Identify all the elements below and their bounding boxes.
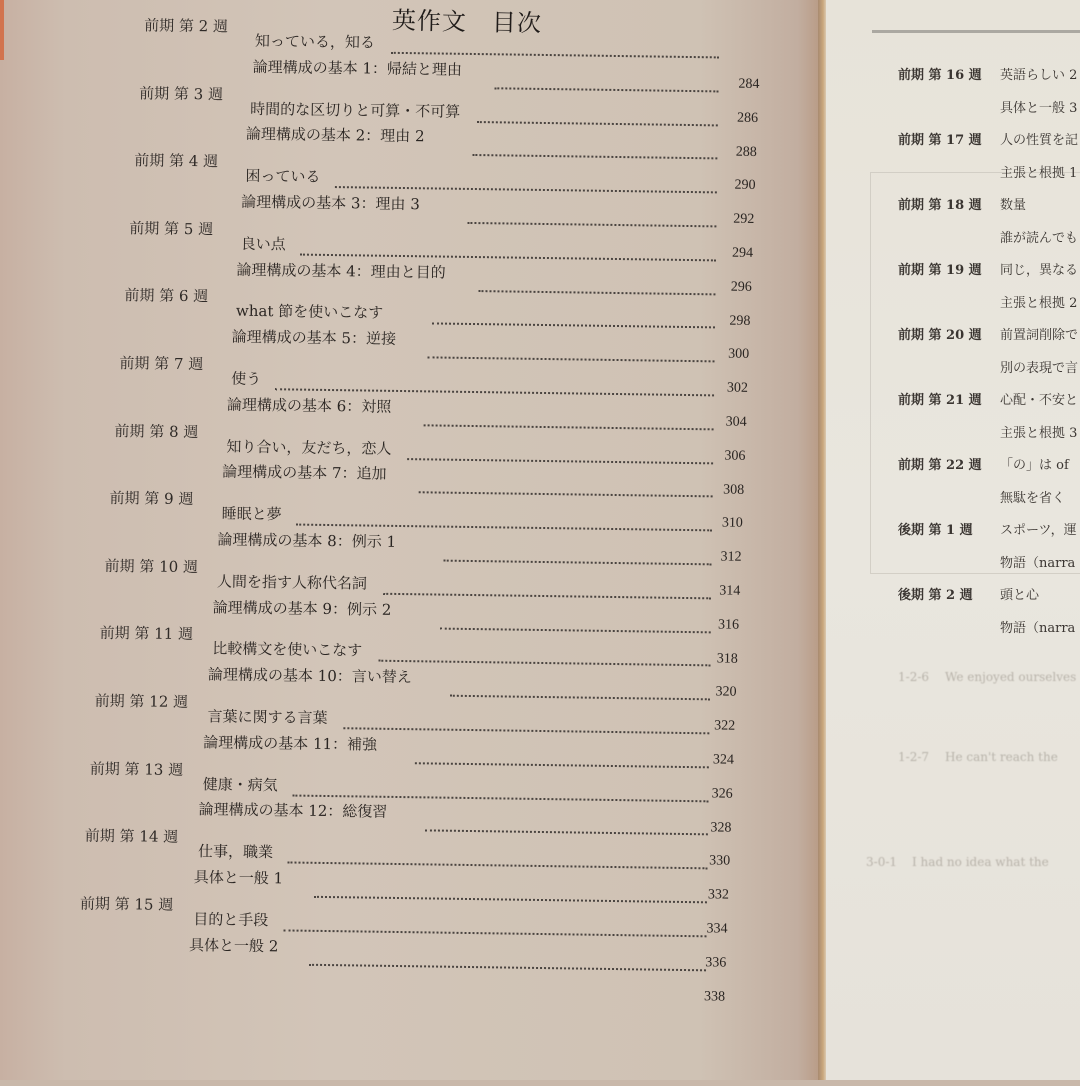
dot-leader: [383, 593, 711, 600]
toc-entry[interactable]: 比較構文を使いこなす: [212, 639, 363, 660]
week-label: 前期 第 16 週: [898, 68, 982, 83]
week-label: 前期 第 7 週: [119, 354, 204, 374]
dot-leader: [468, 222, 717, 227]
dot-leader: [494, 87, 718, 92]
dot-leader: [309, 963, 706, 971]
toc-entry[interactable]: 誰が読んでも: [1000, 230, 1079, 246]
page-number: 318: [716, 651, 738, 667]
page-number: 328: [710, 819, 732, 836]
dot-leader: [478, 290, 715, 295]
toc-entry[interactable]: 論理構成の基本 4：理由と目的: [236, 260, 446, 282]
page-number: 320: [715, 684, 737, 701]
toc-entry[interactable]: 数量: [1000, 198, 1027, 213]
page-number: 312: [720, 549, 742, 565]
toc-entry[interactable]: 具体と一般 3: [1000, 100, 1078, 116]
dot-leader: [439, 627, 711, 633]
dot-leader: [425, 830, 708, 836]
week-label: 前期 第 10 週: [104, 556, 199, 576]
week-label: 後期 第 2 週: [898, 588, 973, 603]
week-label: 前期 第 6 週: [124, 286, 209, 306]
week-label: 前期 第 20 週: [898, 328, 982, 343]
bleed-through-label: 1-2-6: [898, 670, 930, 684]
toc-entry[interactable]: 別の表現で言: [1000, 360, 1079, 376]
header-rule: [872, 30, 1080, 33]
toc-entry[interactable]: 論理構成の基本 8：例示 1: [217, 530, 397, 551]
toc-entry[interactable]: 困っている: [245, 166, 321, 187]
dot-leader: [415, 762, 709, 768]
bleed-through-label: 3-0-1: [866, 855, 898, 869]
toc-entry[interactable]: 物語（narra: [1000, 620, 1076, 636]
toc-entry[interactable]: 人間を指す人称代名詞: [216, 572, 368, 593]
dot-leader: [444, 560, 712, 566]
page-number: 332: [707, 887, 729, 903]
toc-entry[interactable]: 無駄を省く: [1000, 490, 1066, 506]
toc-entry[interactable]: 頭と心: [1000, 588, 1040, 603]
week-label: 前期 第 4 週: [134, 151, 219, 171]
page-number: 326: [711, 786, 733, 802]
week-label: 前期 第 19 週: [898, 263, 982, 278]
toc-entry[interactable]: what 節を使いこなす: [235, 302, 384, 323]
page-number: 296: [730, 279, 752, 295]
page-number: 306: [724, 448, 746, 464]
toc-entry[interactable]: 睡眠と夢: [221, 504, 282, 524]
week-label: 前期 第 8 週: [114, 421, 199, 441]
toc-entry[interactable]: 仕事，職業: [197, 842, 274, 862]
toc-entry[interactable]: 前置詞削除で: [1000, 328, 1079, 343]
bleed-through-text: I had no idea what the: [912, 855, 1049, 869]
dot-leader: [378, 660, 710, 667]
toc-entry[interactable]: 使う: [231, 369, 262, 389]
toc-entry[interactable]: 主張と根拠 2: [1000, 295, 1078, 311]
week-label: 前期 第 14 週: [84, 826, 179, 847]
dot-leader: [343, 727, 709, 734]
toc-entry[interactable]: 論理構成の基本 6：対照: [226, 395, 392, 416]
page-number: 338: [703, 988, 726, 1005]
week-label: 前期 第 2 週: [144, 16, 229, 36]
toc-entry[interactable]: 英語らしい 2: [1000, 68, 1078, 83]
page-number: 316: [717, 617, 740, 633]
toc-entry[interactable]: スポーツ，運: [1000, 523, 1077, 538]
week-label: 前期 第 18 週: [898, 198, 982, 213]
week-label: 前期 第 12 週: [94, 691, 189, 712]
dot-leader: [428, 357, 715, 363]
toc-entry[interactable]: 論理構成の基本 11：補強: [203, 733, 378, 754]
book-cover-edge: [0, 0, 4, 60]
page-number: 336: [705, 955, 727, 971]
toc-entry[interactable]: 知り合い，友だち，恋人: [226, 437, 392, 458]
dot-leader: [432, 323, 715, 329]
page-number: 322: [714, 718, 736, 734]
toc-entry[interactable]: 「の」は of: [1000, 458, 1069, 473]
dot-leader: [408, 458, 714, 464]
week-label: 後期 第 1 週: [898, 523, 973, 538]
toc-entry[interactable]: 目的と手段: [193, 909, 269, 929]
page-number: 288: [735, 144, 757, 160]
page-number: 284: [738, 76, 760, 92]
page-number: 302: [726, 380, 749, 397]
toc-entry[interactable]: 具体と一般 2: [188, 935, 279, 955]
page-number: 304: [725, 414, 747, 430]
toc-entry[interactable]: 物語（narra: [1000, 555, 1076, 571]
page-number: 310: [721, 515, 743, 532]
toc-entry[interactable]: 時間的な区切りと可算・不可算: [250, 99, 461, 121]
bleed-through-label: 1-2-7: [898, 750, 930, 764]
page-number: 324: [712, 752, 735, 768]
page-number: 292: [733, 211, 755, 228]
page-number: 290: [734, 178, 756, 194]
dot-leader: [314, 896, 707, 903]
toc-entry[interactable]: 知っている，知る: [254, 31, 376, 52]
week-label: 前期 第 17 週: [898, 133, 982, 148]
page-number: 298: [729, 313, 751, 329]
page-number: 308: [723, 482, 745, 498]
toc-entry[interactable]: 言葉に関する言葉: [207, 707, 328, 728]
page-title: 英作文 目次: [391, 6, 543, 38]
dot-leader: [450, 695, 710, 701]
page-number: 314: [719, 583, 741, 599]
toc-entry[interactable]: 論理構成の基本 1：帰結と理由: [252, 57, 463, 79]
week-label: 前期 第 22 週: [898, 458, 982, 473]
toc-entry[interactable]: 論理構成の基本 10：言い替え: [207, 665, 412, 687]
week-label: 前期 第 5 週: [129, 218, 214, 239]
toc-entry[interactable]: 論理構成の基本 5：逆接: [231, 327, 397, 349]
toc-entry[interactable]: 具体と一般 1: [193, 868, 284, 888]
bleed-through-text: He can't reach the: [945, 750, 1058, 764]
toc-entry[interactable]: 同じ，異なる: [1000, 263, 1079, 278]
week-label: 前期 第 11 週: [99, 624, 194, 644]
dot-leader: [418, 492, 712, 498]
toc-entry[interactable]: 主張と根拠 1: [1000, 165, 1078, 181]
toc-entry[interactable]: 健康・病気: [202, 774, 278, 794]
page-number: 300: [728, 346, 750, 363]
toc-entry[interactable]: 人の性質を記: [1000, 133, 1079, 148]
toc-entry[interactable]: 論理構成の基本 12：総復習: [198, 800, 388, 822]
toc-entry[interactable]: 論理構成の基本 7：追加: [222, 462, 387, 484]
dot-leader: [472, 154, 717, 159]
toc-entry[interactable]: 論理構成の基本 2：理由 2: [245, 125, 425, 146]
toc-entry[interactable]: 良い点: [240, 234, 286, 254]
page-number: 334: [706, 921, 728, 937]
dot-leader: [283, 929, 706, 937]
toc-entry[interactable]: 心配・不安と: [1000, 393, 1079, 408]
week-label: 前期 第 15 週: [79, 894, 174, 914]
page-number: 330: [709, 853, 731, 870]
week-label: 前期 第 21 週: [898, 393, 982, 408]
dot-leader: [477, 121, 718, 126]
week-label: 前期 第 9 週: [109, 489, 194, 509]
toc-entry[interactable]: 論理構成の基本 9：例示 2: [212, 597, 392, 619]
week-label: 前期 第 13 週: [89, 759, 184, 779]
toc-entry[interactable]: 主張と根拠 3: [1000, 425, 1078, 441]
week-label: 前期 第 3 週: [139, 83, 224, 104]
dot-leader: [423, 424, 713, 430]
bleed-through-text: We enjoyed ourselves: [945, 670, 1077, 684]
page-number: 286: [737, 110, 759, 126]
dot-leader: [288, 862, 708, 870]
toc-entry[interactable]: 論理構成の基本 3：理由 3: [241, 192, 420, 214]
page-number: 294: [731, 245, 754, 261]
